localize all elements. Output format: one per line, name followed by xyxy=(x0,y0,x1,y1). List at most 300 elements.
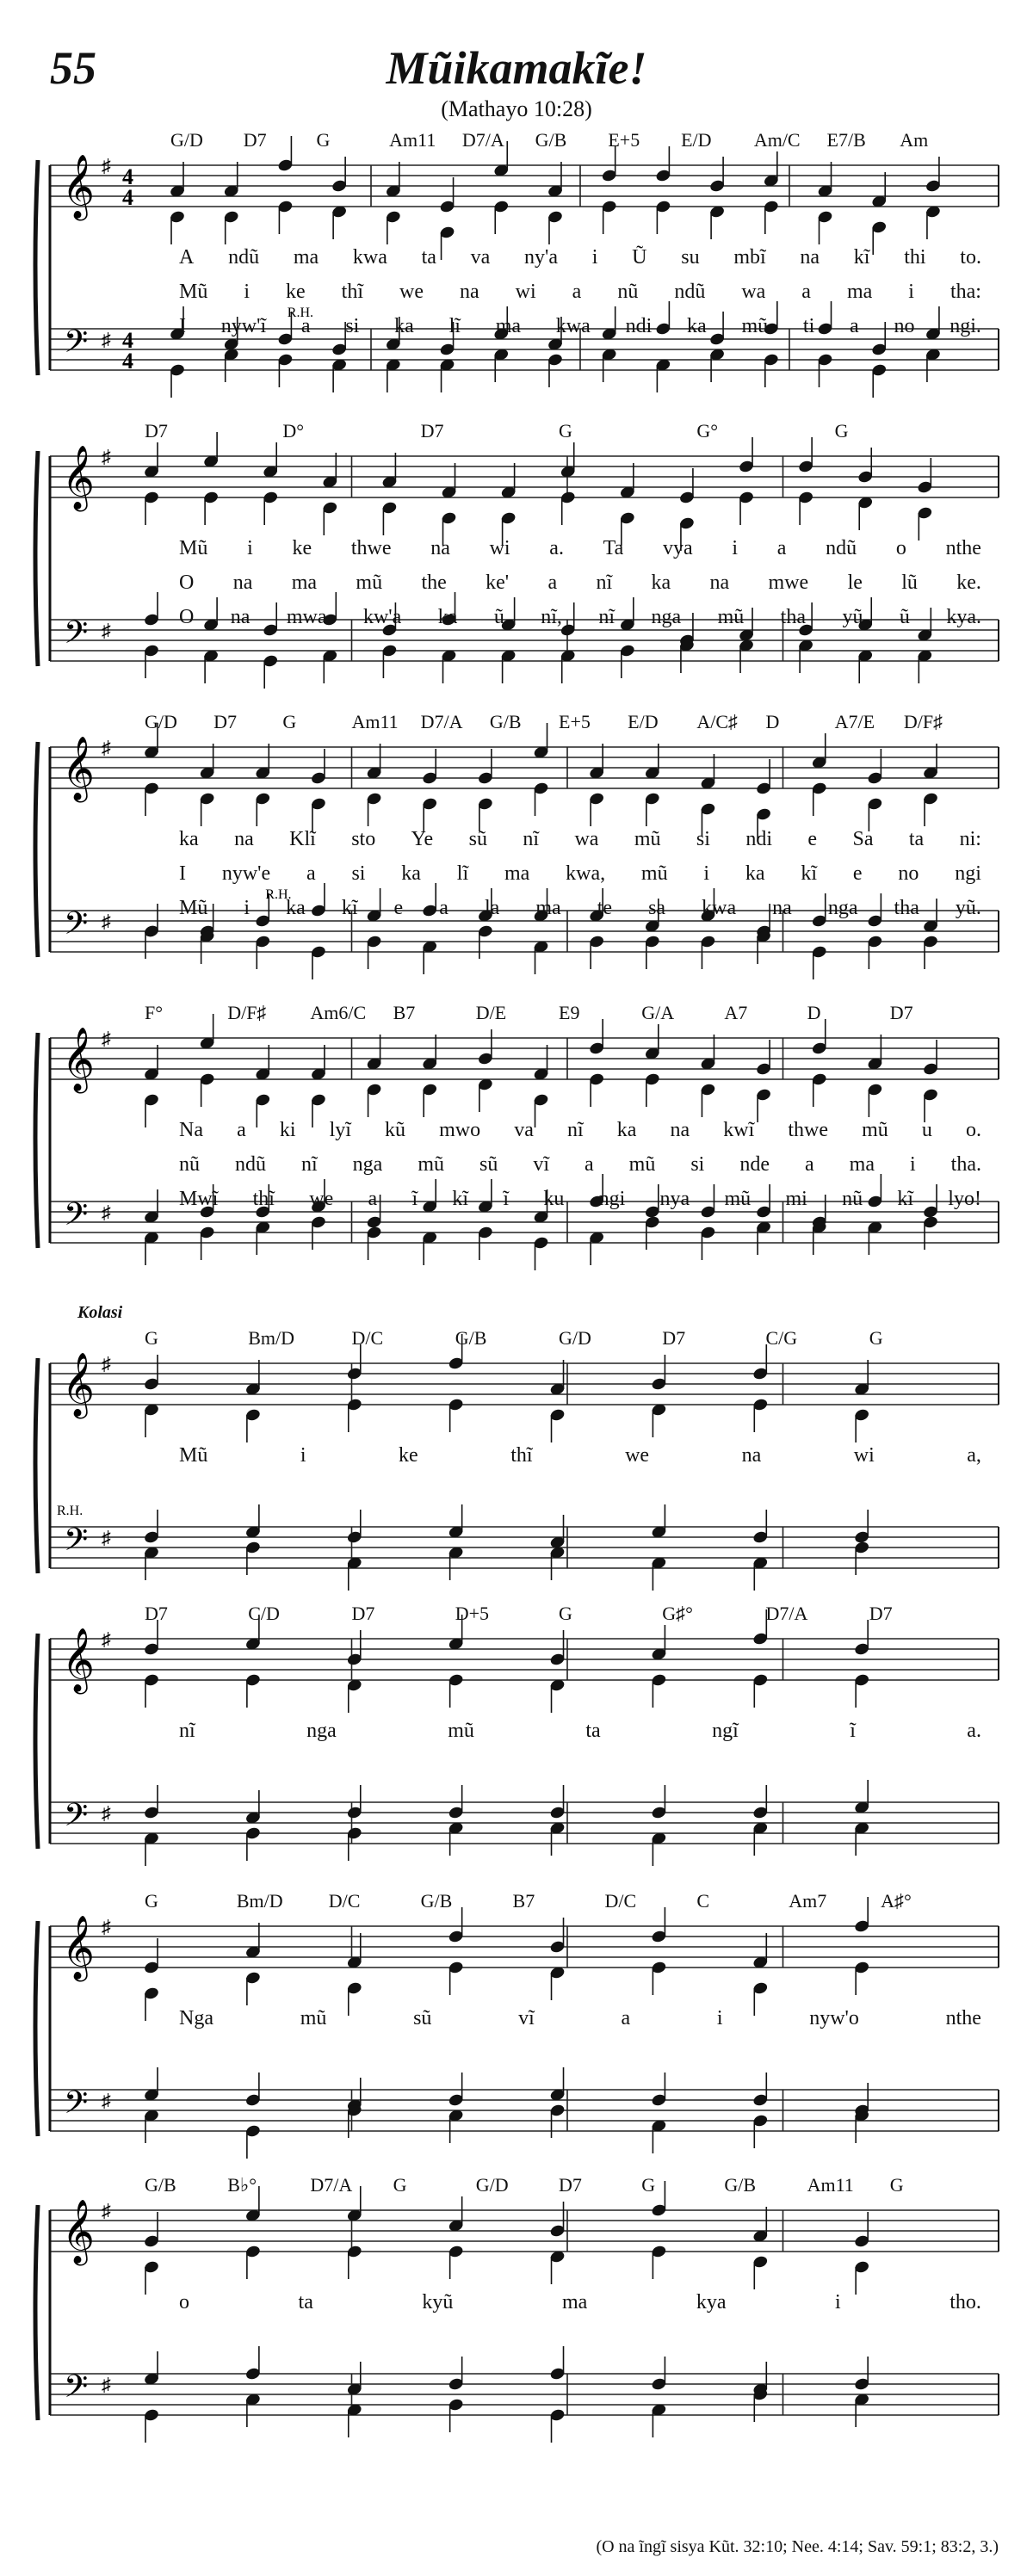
sharp-icon: ♯ xyxy=(102,2374,111,2395)
lyric-syllable: a xyxy=(572,281,582,303)
lyric-syllable: kĩ xyxy=(452,1188,469,1210)
chord-symbol: G/B xyxy=(724,2174,757,2196)
chord-symbol: B7 xyxy=(393,1002,416,1023)
lyric-syllable: ndũ xyxy=(228,246,260,269)
lyric-line xyxy=(179,1720,981,1754)
treble-clef-icon: 𝄞 xyxy=(62,1628,95,1692)
lyric-syllable: na xyxy=(709,571,730,594)
bass-clef-icon: 𝄢 xyxy=(64,1196,89,1240)
system-brace xyxy=(35,742,38,957)
lyric-syllable: ta xyxy=(908,828,925,850)
lyric-syllable: ngi xyxy=(955,862,981,885)
chord-symbol: A♯° xyxy=(881,1890,912,1912)
lyric-syllable: mũ xyxy=(862,1119,888,1141)
chord-symbol: Bm/D xyxy=(236,1890,283,1912)
chord-symbol: D7 xyxy=(662,1327,686,1349)
lyric-syllable: wi xyxy=(515,281,536,303)
lyric-syllable: i xyxy=(908,281,914,303)
lyric-syllable: ndũ xyxy=(826,537,857,559)
chord-symbol: G xyxy=(889,2174,904,2196)
lyric-syllable: a xyxy=(237,1119,246,1141)
lyric-syllable: O xyxy=(179,571,195,594)
lyric-syllable: sũ xyxy=(413,2007,432,2029)
lyric-syllable: Mũ xyxy=(179,897,208,919)
lyric-line xyxy=(179,828,981,862)
lyric-syllable: kwa xyxy=(352,246,387,269)
lyric-syllable: lyo! xyxy=(948,1188,981,1210)
lyric-syllable: ta xyxy=(585,1720,601,1742)
chord-symbol: D/C xyxy=(351,1327,384,1349)
lyric-syllable: nde xyxy=(739,1153,770,1176)
lyric-syllable: na xyxy=(800,246,820,269)
lyric-syllable: nga xyxy=(306,1720,337,1742)
lyric-syllable: su xyxy=(681,246,700,269)
bass-clef-icon: 𝄢 xyxy=(64,324,89,368)
lyric-syllable: ũ xyxy=(493,606,504,628)
treble-clef-icon: 𝄞 xyxy=(62,2200,95,2264)
chord-symbol: Am xyxy=(900,129,929,151)
lyric-syllable: mũ xyxy=(634,828,661,850)
sharp-icon: ♯ xyxy=(102,329,111,350)
lyric-syllable: wi xyxy=(853,1444,875,1467)
sharp-icon: ♯ xyxy=(102,155,111,176)
lyrics-block xyxy=(179,537,981,640)
lyric-syllable: kwĩ xyxy=(723,1119,755,1141)
system-brace xyxy=(35,1634,38,1849)
lyric-syllable: Mwĩ xyxy=(179,1188,219,1210)
lyric-syllable: thi xyxy=(904,246,926,269)
lyric-syllable: mi xyxy=(785,1188,807,1210)
lyric-syllable: vya xyxy=(663,537,693,559)
lyric-syllable: i xyxy=(732,537,739,559)
lyric-syllable: ke xyxy=(399,1444,418,1467)
lyric-syllable: nyw'ĩ xyxy=(220,315,267,337)
chord-symbol: C/D xyxy=(248,1603,280,1624)
chord-symbol: G/D xyxy=(170,129,203,151)
lyric-syllable: a xyxy=(805,1153,814,1176)
chord-symbol: E/D xyxy=(628,711,659,732)
lyric-syllable: ndũ xyxy=(674,281,706,303)
lyric-syllable: ka xyxy=(651,571,671,594)
sharp-icon: ♯ xyxy=(102,446,111,467)
lyric-syllable: mũ xyxy=(724,1188,752,1210)
lyric-syllable: thĩ xyxy=(341,281,364,303)
lyric-syllable: mwe xyxy=(768,571,809,594)
lyric-line xyxy=(179,315,981,349)
chord-symbol: G xyxy=(559,420,572,442)
chord-symbol: A/C♯ xyxy=(696,711,739,732)
lyric-syllable: nya xyxy=(659,1188,690,1210)
lyric-line xyxy=(179,2007,981,2042)
lyric-syllable: wi xyxy=(489,537,510,559)
lyric-syllable: kwa xyxy=(702,897,737,919)
lyric-syllable: nũ xyxy=(842,1188,863,1210)
lyric-line xyxy=(179,537,981,571)
lyric-syllable: ma xyxy=(846,281,873,303)
lyric-syllable: ki xyxy=(279,1119,296,1141)
time-signature: 4 xyxy=(122,349,133,374)
lyric-syllable: nĩ xyxy=(596,571,613,594)
chord-symbol: G xyxy=(145,1327,158,1349)
lyric-syllable: i xyxy=(244,897,251,919)
lyric-syllable: va xyxy=(514,1119,534,1141)
lyric-syllable: va xyxy=(470,246,491,269)
chord-symbol: Am7 xyxy=(789,1890,827,1912)
lyric-syllable: ma xyxy=(561,2291,588,2313)
chord-symbol: E/D xyxy=(681,129,712,151)
hymn-number: 55 xyxy=(50,42,96,94)
lyric-syllable: u xyxy=(921,1119,932,1141)
hymn-title: Mũikamakĩe! xyxy=(386,42,647,94)
lyric-syllable: ũ xyxy=(899,606,910,628)
chord-symbol: E+5 xyxy=(608,129,640,151)
lyric-syllable: lũ xyxy=(901,571,918,594)
chord-symbol: C/G xyxy=(765,1327,798,1349)
lyric-syllable: nĩ, xyxy=(541,606,562,628)
bass-clef-icon: 𝄢 xyxy=(64,2369,89,2412)
lyric-syllable: no xyxy=(894,315,915,337)
lyric-syllable: nũ xyxy=(179,1153,200,1176)
lyric-syllable: o. xyxy=(965,1119,981,1141)
lyric-syllable: tha: xyxy=(949,281,981,303)
lyric-syllable: o xyxy=(895,537,906,559)
lyrics-block xyxy=(179,2007,981,2042)
lyric-syllable: mũ xyxy=(418,1153,444,1176)
footnote: (O na ĩngĩ sisya Kũt. 32:10; Nee. 4:14; Sav. 59:1; 83:2, 3.) xyxy=(596,2537,999,2556)
chord-symbol: D/C xyxy=(604,1890,637,1912)
chord-symbol: G/D xyxy=(559,1327,591,1349)
lyric-line xyxy=(179,1444,981,1479)
lyric-syllable: a. xyxy=(549,537,564,559)
lyric-syllable: ke xyxy=(286,281,306,303)
lyric-syllable: yũ xyxy=(842,606,863,628)
lyric-syllable: la xyxy=(484,897,500,919)
lyric-syllable: kyũ xyxy=(422,2291,454,2313)
chord-symbol: G xyxy=(869,1327,883,1349)
lyric-syllable: na xyxy=(772,897,792,919)
lyric-line xyxy=(179,281,981,315)
lyric-syllable: tha xyxy=(780,606,806,628)
chord-symbol: D7/A xyxy=(461,129,504,151)
lyric-syllable: na xyxy=(232,571,253,594)
lyric-syllable: tho. xyxy=(949,2291,981,2313)
chord-symbol: B♭° xyxy=(227,2174,257,2196)
lyric-syllable: ma xyxy=(293,246,319,269)
chord-symbol: Am11 xyxy=(807,2174,854,2196)
lyric-syllable: Ta xyxy=(603,537,624,559)
music-system-8 xyxy=(50,2174,999,2424)
chord-symbol: E7/B xyxy=(826,129,866,151)
system-brace xyxy=(35,2205,38,2420)
chord-symbol: G/A xyxy=(641,1002,675,1023)
lyric-syllable: na xyxy=(670,1119,690,1141)
treble-clef-icon: 𝄞 xyxy=(62,446,95,510)
chord-symbol: D xyxy=(807,1002,821,1023)
lyric-syllable: nga xyxy=(827,897,858,919)
time-signature: 4 xyxy=(122,185,133,210)
lyric-syllable: Mũ xyxy=(179,1444,208,1467)
lyric-syllable: kwa xyxy=(555,315,591,337)
sharp-icon: ♯ xyxy=(102,620,111,641)
lyric-syllable: Klĩ xyxy=(289,828,316,850)
chord-symbol: D7 xyxy=(145,420,168,442)
chord-symbol: D+5 xyxy=(455,1603,490,1624)
lyric-line xyxy=(179,1119,981,1153)
lyric-syllable: ka xyxy=(401,862,421,885)
sharp-icon: ♯ xyxy=(102,1628,111,1650)
lyric-syllable: nthe xyxy=(945,2007,981,2029)
lyric-syllable: nga xyxy=(352,1153,383,1176)
lyric-syllable: sũ xyxy=(479,1153,498,1176)
lyric-syllable: ke xyxy=(292,537,312,559)
lyric-syllable: mũ xyxy=(741,315,769,337)
lyric-syllable: ngi xyxy=(598,1188,626,1210)
lyric-syllable: lĩ xyxy=(448,315,461,337)
chord-symbol: G/B xyxy=(455,1327,487,1349)
music-system-1 xyxy=(50,129,999,413)
lyric-syllable: na xyxy=(741,1444,762,1467)
chord-symbol: D7 xyxy=(213,711,238,732)
chord-symbol: D7 xyxy=(559,2174,582,2196)
lyric-syllable: nĩ xyxy=(523,828,540,850)
chord-symbol: A7/E xyxy=(834,711,875,732)
sharp-icon: ♯ xyxy=(102,1802,111,1824)
lyric-syllable: ma xyxy=(849,1153,875,1176)
lyric-syllable: mwa xyxy=(286,606,327,628)
lyric-syllable: nyw'e xyxy=(221,862,271,885)
lyric-syllable: na xyxy=(230,606,251,628)
lyric-syllable: nĩ xyxy=(598,606,615,628)
lyric-syllable: I xyxy=(179,315,186,337)
chord-symbol: D7 xyxy=(889,1002,913,1023)
lyric-syllable: thwe xyxy=(788,1119,828,1141)
lyric-syllable: i xyxy=(247,537,253,559)
lyric-syllable: sto xyxy=(351,828,376,850)
lyric-syllable: ĩ xyxy=(411,1188,418,1210)
lyric-line xyxy=(179,2291,981,2326)
lyric-syllable: thwe xyxy=(350,537,392,559)
chord-symbol: G xyxy=(559,1603,572,1624)
lyrics-block xyxy=(179,246,981,349)
lyric-syllable: kĩ xyxy=(801,862,818,885)
lyric-syllable: a xyxy=(368,1188,378,1210)
lyric-syllable: a. xyxy=(967,1720,981,1742)
sharp-icon: ♯ xyxy=(102,2090,111,2111)
lyric-syllable: nga xyxy=(651,606,682,628)
lyric-syllable: ny'a xyxy=(524,246,559,269)
lyric-syllable: nĩ xyxy=(179,1720,195,1742)
lyric-line xyxy=(179,862,981,897)
lyric-syllable: e xyxy=(393,897,404,919)
lyric-syllable: ma xyxy=(291,571,318,594)
chord-symbol: D7 xyxy=(351,1603,375,1624)
chord-symbol: B7 xyxy=(512,1890,535,1912)
chord-symbol: D/C xyxy=(328,1890,361,1912)
lyric-syllable: kĩ xyxy=(897,1188,914,1210)
lyric-syllable: i xyxy=(716,2007,723,2029)
lyric-syllable: kw'a xyxy=(362,606,402,628)
lyric-syllable: Sa xyxy=(852,828,874,850)
lyric-syllable: wa xyxy=(741,281,766,303)
treble-clef-icon: 𝄞 xyxy=(62,1028,95,1091)
lyric-syllable: the xyxy=(421,571,447,594)
chord-symbol: D7 xyxy=(869,1603,893,1624)
lyric-syllable: thĩ xyxy=(510,1444,533,1467)
lyric-syllable: Mũ xyxy=(179,537,208,559)
lyric-syllable: wa xyxy=(574,828,599,850)
lyric-syllable: na xyxy=(430,537,450,559)
lyric-syllable: i xyxy=(244,281,251,303)
chord-symbol: F° xyxy=(145,1002,164,1023)
system-brace xyxy=(35,451,38,666)
lyric-syllable: we xyxy=(309,1188,334,1210)
chord-symbol: Bm/D xyxy=(248,1327,295,1349)
chord-symbol: D7 xyxy=(243,129,267,151)
lyric-syllable: e xyxy=(807,828,818,850)
lyric-syllable: a xyxy=(801,281,811,303)
lyric-syllable: ka xyxy=(616,1119,637,1141)
lyric-syllable: ka xyxy=(179,828,199,850)
lyric-syllable: a xyxy=(776,537,787,559)
lyric-syllable: mũ xyxy=(356,571,383,594)
scripture-reference: (Mathayo 10:28) xyxy=(441,96,592,121)
chord-symbol: D7 xyxy=(420,420,444,442)
lyric-syllable: si xyxy=(696,828,710,850)
sharp-icon: ♯ xyxy=(102,1028,111,1049)
lyric-syllable: ma xyxy=(495,315,522,337)
lyric-syllable: o xyxy=(179,2291,189,2313)
lyric-syllable: sũ xyxy=(468,828,487,850)
lyrics-block xyxy=(179,2291,981,2326)
lyric-syllable: Ye xyxy=(411,828,434,850)
music-system-7 xyxy=(50,1890,999,2140)
lyric-syllable: nyw'o xyxy=(809,2007,859,2029)
lyric-syllable: nũ xyxy=(617,281,639,303)
lyric-syllable: ĩ xyxy=(503,1188,510,1210)
sharp-icon: ♯ xyxy=(102,911,111,932)
music-system-3 xyxy=(50,711,999,995)
music-system-4 xyxy=(50,1002,999,1286)
chord-symbol: E+5 xyxy=(559,711,591,732)
lyric-syllable: mũ xyxy=(300,2007,327,2029)
lyric-syllable: vĩ xyxy=(533,1153,550,1176)
bass-clef-icon: 𝄢 xyxy=(64,615,89,658)
lyric-syllable: ngi. xyxy=(949,315,981,337)
lyric-syllable: a xyxy=(850,315,859,337)
treble-clef-icon: 𝄞 xyxy=(62,1916,95,1980)
chord-symbol: G° xyxy=(696,420,719,442)
chord-symbol: G xyxy=(282,711,297,732)
lyric-syllable: ma xyxy=(535,897,561,919)
chord-symbol: D/E xyxy=(475,1002,507,1023)
lyrics-block xyxy=(179,1720,981,1754)
lyric-syllable: i xyxy=(703,862,710,885)
time-signature: 4 xyxy=(122,328,133,353)
lyric-syllable: tha. xyxy=(950,1153,981,1176)
chord-symbol: G/D xyxy=(475,2174,509,2196)
music-system-5 xyxy=(50,1327,999,1577)
lyric-line xyxy=(179,1153,981,1188)
sharp-icon: ♯ xyxy=(102,1916,111,1937)
chord-symbol: D/F♯ xyxy=(227,1002,267,1023)
music-system-2 xyxy=(50,420,999,704)
lyric-syllable: a xyxy=(306,862,316,885)
lyric-syllable: kya. xyxy=(946,606,981,628)
lyric-syllable: vĩ xyxy=(518,2007,535,2029)
chord-symbol: G xyxy=(393,2174,407,2196)
lyric-syllable: ta xyxy=(421,246,436,269)
lyric-syllable: mwo xyxy=(439,1119,481,1141)
lyric-syllable: tha xyxy=(894,897,919,919)
lyric-syllable: Na xyxy=(179,1119,203,1141)
sharp-icon: ♯ xyxy=(102,1202,111,1223)
chord-symbol: D° xyxy=(282,420,305,442)
bass-clef-icon: 𝄢 xyxy=(64,1797,89,1841)
lyric-syllable: sa xyxy=(648,897,666,919)
lyric-syllable: ngĩ xyxy=(712,1720,739,1742)
lyric-syllable: ni: xyxy=(959,828,981,850)
chord-symbol: A7 xyxy=(724,1002,748,1023)
lyric-syllable: ka xyxy=(437,606,458,628)
lyric-syllable: nĩ xyxy=(301,1153,318,1176)
lyric-syllable: A xyxy=(179,246,195,269)
lyric-syllable: i xyxy=(591,246,598,269)
lyric-syllable: a, xyxy=(967,1444,981,1467)
lyric-syllable: a xyxy=(547,571,558,594)
chord-symbol: Am/C xyxy=(753,129,801,151)
bass-clef-icon: 𝄢 xyxy=(64,1522,89,1566)
system-brace xyxy=(35,1921,38,2136)
system-brace xyxy=(35,1358,38,1573)
lyric-syllable: kĩ xyxy=(341,897,358,919)
chord-symbol: G xyxy=(316,129,331,151)
chord-symbol: G xyxy=(145,1890,158,1912)
treble-clef-icon: 𝄞 xyxy=(62,155,95,219)
lyric-syllable: ka xyxy=(745,862,765,885)
lyric-syllable: na xyxy=(234,828,254,850)
chord-symbol: D7/A xyxy=(420,711,463,732)
time-signature: 4 xyxy=(122,164,133,189)
lyric-syllable: mũ xyxy=(628,1153,656,1176)
lyric-syllable: le xyxy=(847,571,863,594)
chord-symbol: D7/A xyxy=(765,1603,808,1624)
lyric-syllable: a xyxy=(439,897,448,919)
refrain-label: Kolasi xyxy=(77,1303,123,1322)
chord-symbol: E9 xyxy=(559,1002,580,1023)
treble-clef-icon: 𝄞 xyxy=(62,1353,95,1417)
lyric-syllable: i xyxy=(300,1444,306,1467)
lyric-syllable: kya xyxy=(696,2291,727,2313)
chord-symbol: Am11 xyxy=(389,129,436,151)
chord-symbol: D7 xyxy=(145,1603,168,1624)
rh-marking: R.H. xyxy=(57,1504,84,1518)
lyric-syllable: ku xyxy=(543,1188,565,1210)
lyric-line xyxy=(179,571,981,606)
lyric-syllable: si xyxy=(690,1153,705,1176)
chord-symbol: C xyxy=(696,1890,710,1912)
lyric-syllable: Nga xyxy=(179,2007,213,2029)
chord-symbol: G/B xyxy=(420,1890,453,1912)
lyric-syllable: kwa, xyxy=(566,862,606,885)
music-system-6 xyxy=(50,1603,999,1852)
lyric-syllable: ma xyxy=(504,862,530,885)
lyric-syllable: ti xyxy=(802,315,815,337)
lyric-syllable: kĩ xyxy=(853,246,870,269)
lyric-line xyxy=(179,246,981,281)
lyric-syllable: ta xyxy=(298,2291,313,2313)
lyric-syllable: a xyxy=(621,2007,631,2029)
lyric-syllable: nthe xyxy=(945,537,981,559)
